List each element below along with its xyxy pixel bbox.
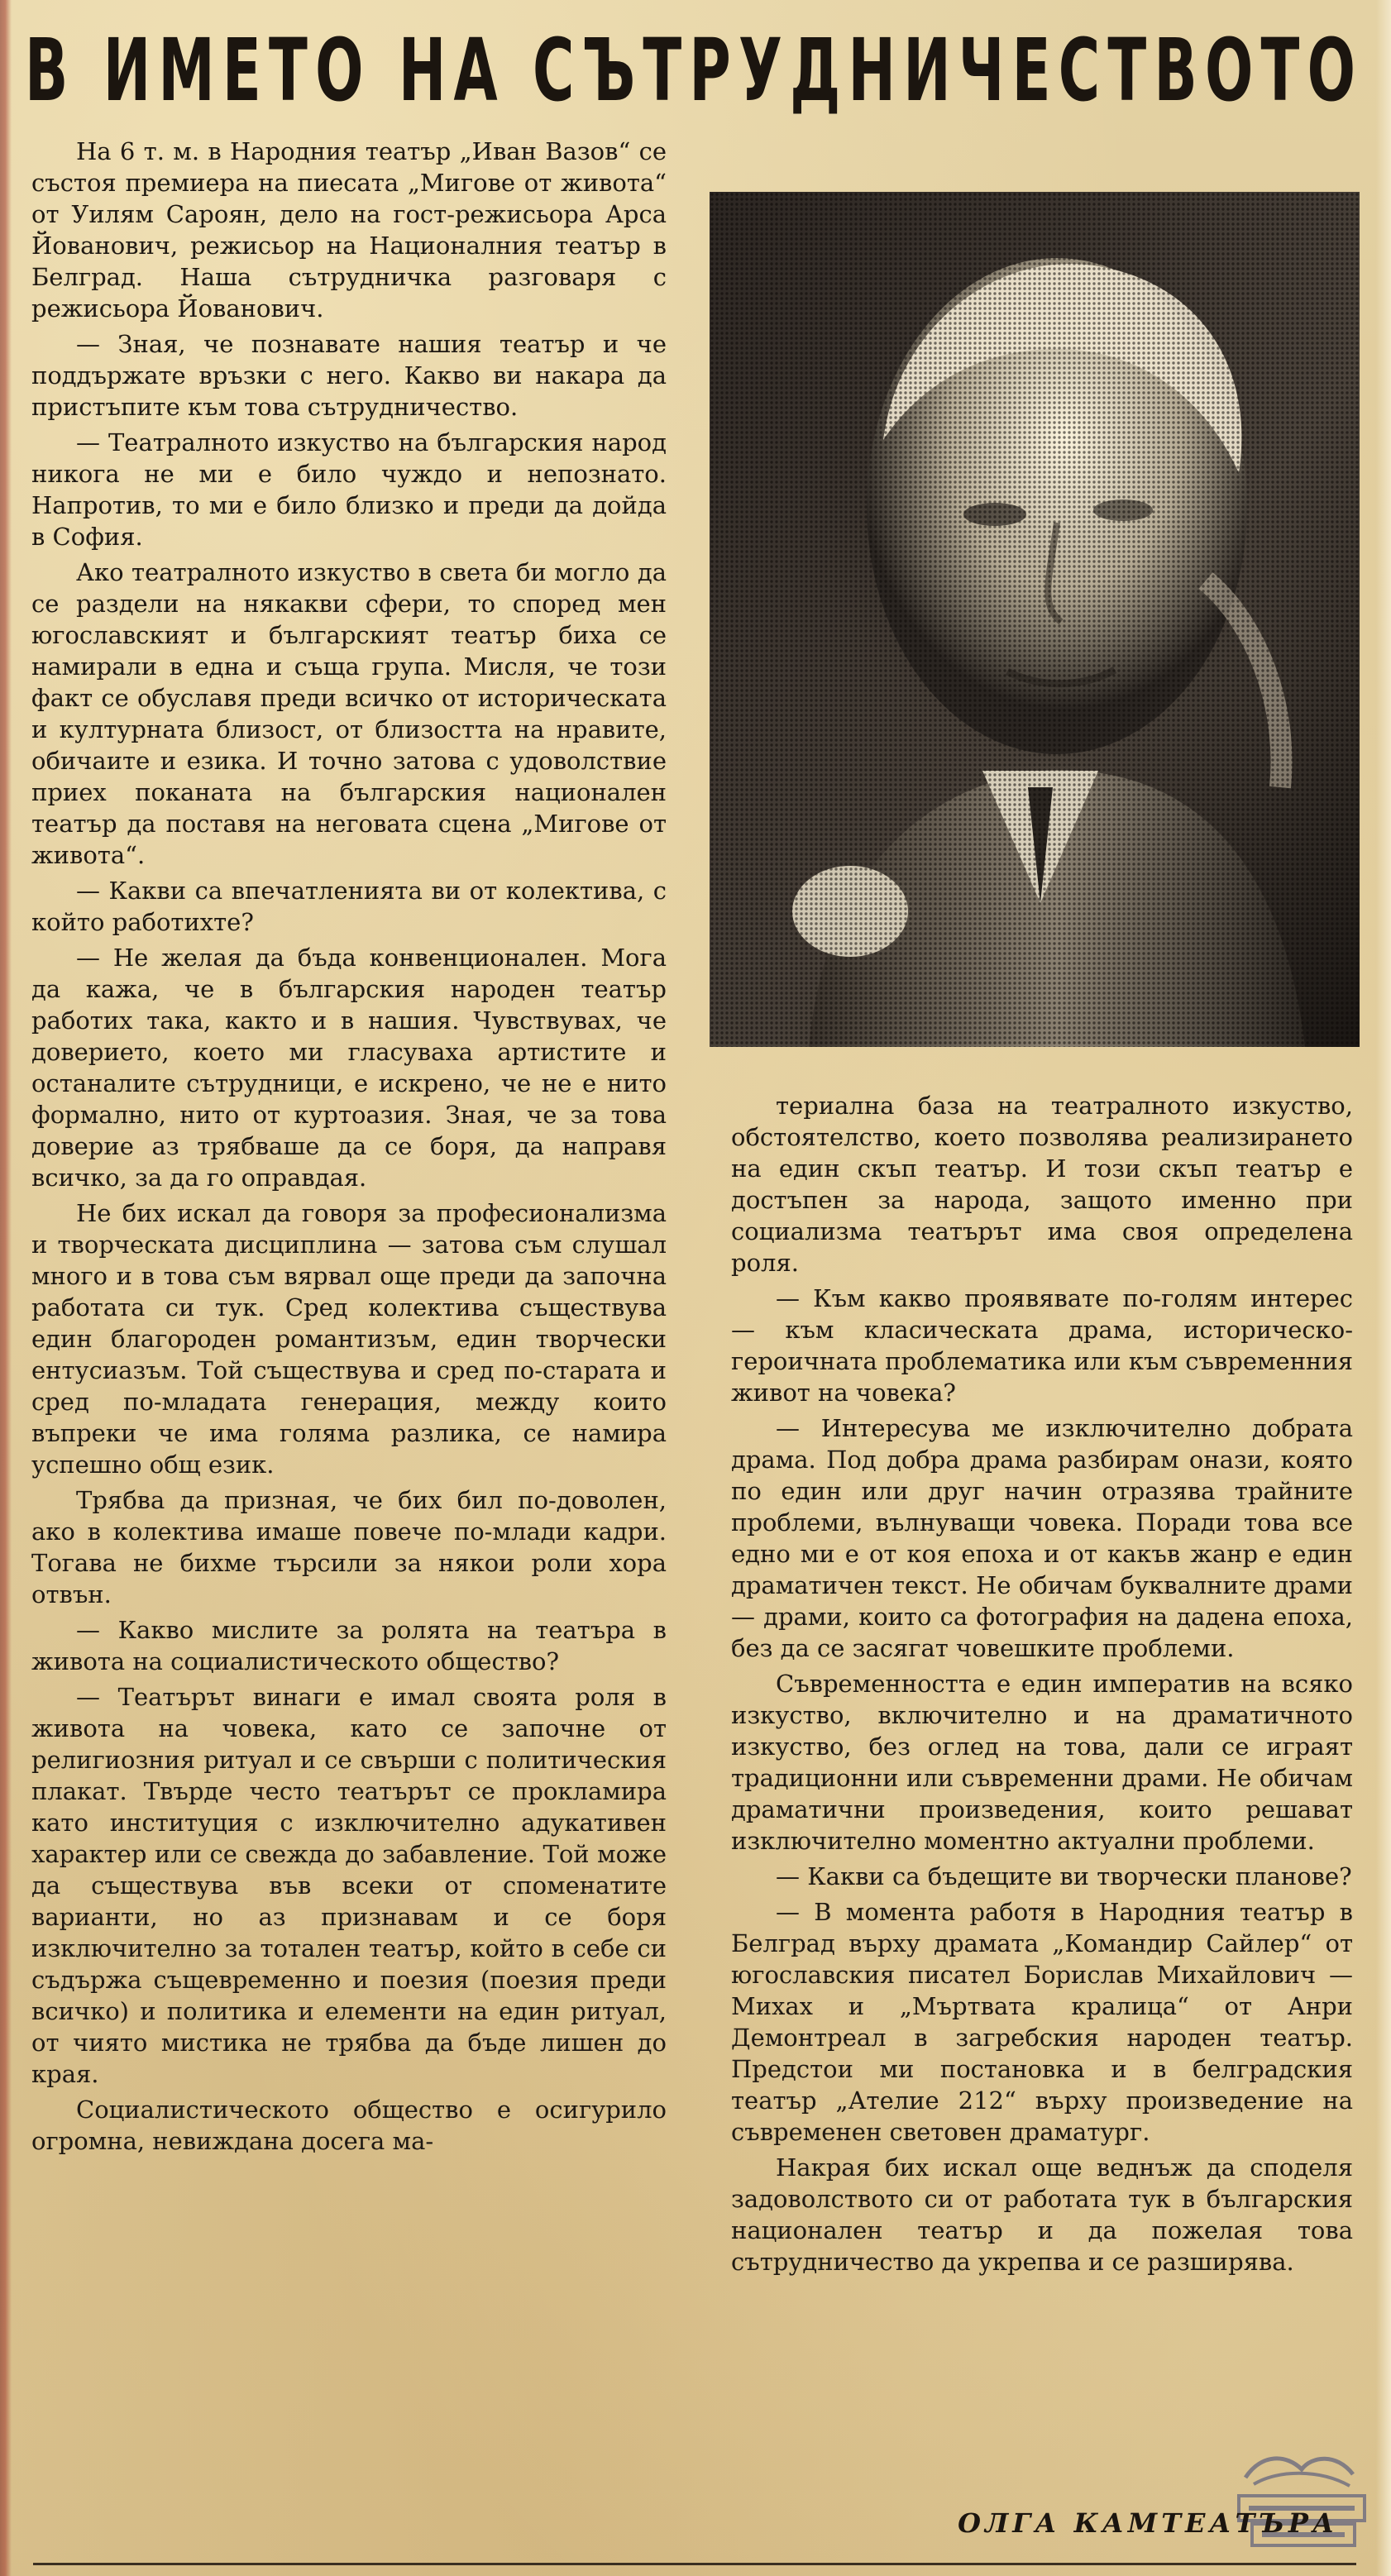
paragraph-left: — Театралното изкуство на българския народ никога не ми е било чуждо и непознато. Напротив, то ми е било близко и преди да дойда в София. (31, 428, 667, 551)
paragraph-right: териална база на театралното изкуство, обстоятелство, което позволява реализирането на един скъп театър. И този скъп театър е достъпен за народа, защото именно при социализма театърът има своя определена роля. (731, 1092, 1353, 1277)
director-portrait-photo (710, 192, 1360, 1047)
torn-edge-left (0, 0, 12, 2576)
text-column-right (731, 1090, 1353, 2282)
paragraph-left: Ако театралното изкуство в света би могло да се раздели на някакви сфери, то според мен югославският и българският театър биха се намирали в една и съща група. Мисля, че този факт се обуславя преди всичко от историческата и културната близост, от близостта на нравите, обичаите и езика. И точно затова с удоволствие приех поканата на българския национален театър да поставя на неговата сцена „Мигове от живота“. (31, 558, 667, 869)
paragraph-left: — Театърът винаги е имал своята роля в живота на човека, като се започне от религиозния ритуал и се свърши с политическия плакат. Твърде често театърът се прокламира като институция с изключително адукативен характер или се свежда до забавление. Той може да съществува във всеки от споменатите варианти, но аз признавам и се боря изключително за тотален театър, който в себе си съдържа същевременно и поезия (поезия преди всичко) и политика и елементи на един ритуал, от чиято мистика не трябва да бъде лишен до края. (31, 1683, 667, 2088)
paragraph-left: — Какви са впечатленията ви от колектива, с който работихте? (31, 877, 667, 936)
paragraph-right: — Какви са бъдещите ви творчески планове? (776, 1862, 1352, 1890)
text-column-left (31, 136, 667, 2161)
portrait-photo-icon (710, 192, 1360, 1047)
paragraph-left: Не бих искал да говоря за професионализма и творческата дисциплина — затова съм слушал много и в това съм вярвал още преди да започна работата си тук. Сред колектива съществува един благороден романтизъм, един творчески ентусиазъм. Той съществува и сред по-старата и сред по-младата генерация, между които въпреки че има голяма разлика, се намира успешно общ език. (31, 1199, 667, 1479)
author-signature: ОЛГА КАМТЕАТЪРА (958, 2507, 1338, 2539)
paragraph-left: — Зная, че познавате нашия театър и че поддържате връзки с него. Какво ви накара да пристъпите към това сътрудничество. (31, 330, 667, 421)
paragraph-right: Накрая бих искал още веднъж да споделя задоволството си от работата тук в българския национален театър и да пожелая това сътрудничество да укрепва и се разширява. (731, 2153, 1353, 2276)
paragraph-left: — Какво мислите за ролята на театъра в живота на социалистическото общество? (31, 1616, 667, 1675)
paragraph-right: — В момента работя в Народния театър в Белград върху драмата „Командир Сайлер“ от югославския писател Борислав Михайлович — Михах и „Мъртвата кралица“ от Анри Демонтреал в загребския народен театър. Предстои ми постановка и в белградския театър „Ателие 212“ върху произведение на съвременен световен драматург. (731, 1898, 1353, 2146)
article-headline: В ИМЕТО НА СЪТРУДНИЧЕСТВОТО (25, 20, 1364, 121)
paragraph-left: Социалистическото общество е осигурило огромна, невиждана досега ма- (31, 2096, 667, 2155)
paragraph-left: — Не желая да бъда конвенционален. Мога да кажа, че в българския народен театър работих така, както и в нашия. Чувствувах, че доверието, което ми гласуваха артистите и останалите сътрудници, е искрено, че не е нито формално, нито от куртоазия. Зная, че за това доверие аз трябваше да се боря, да направя всичко, за да го оправдая. (31, 944, 667, 1192)
paragraph-left: На 6 т. м. в Народния театър „Иван Вазов“ се състоя премиера на пиесата „Мигове от живота“ от Уилям Сароян, дело на гост-режисьора Арса Йованович, режисьор на Националния театър в Белград. Наша сътрудничка разговаря с режисьора Йованович. (31, 137, 667, 323)
paper-edge-right (1376, 0, 1391, 2576)
paragraph-right: Съвременността е един императив на всяко изкуство, включително и на драматичното изкуство, без оглед на това, дали се играят традиционни или съвременни драми. Не обичам драматични произведения, които решават изключително моментно актуални проблеми. (731, 1670, 1353, 1855)
paragraph-right: — Към какво проявявате по-голям интерес — към класическата драма, историческо-героичната проблематика или към съвременния живот на човека? (731, 1284, 1353, 1407)
paragraph-right: — Интересува ме изключително добрата драма. Под добра драма разбирам онази, която по един или друг начин отразява трайните проблеми, вълнуващи човека. Поради това все едно ми е от коя епоха и от какъв жанр е един драматичен текст. Не обичам буквалните драми — драми, които са фотография на дадена епоха, без да се засягат човешките проблеми. (731, 1414, 1353, 1662)
paragraph-left: Трябва да призная, че бих бил по-доволен, ако в колектива имаше повече по-млади кадри. Тогава не бихме търсили за някои роли хора отвън. (31, 1486, 667, 1608)
bottom-rule (33, 2563, 1356, 2565)
